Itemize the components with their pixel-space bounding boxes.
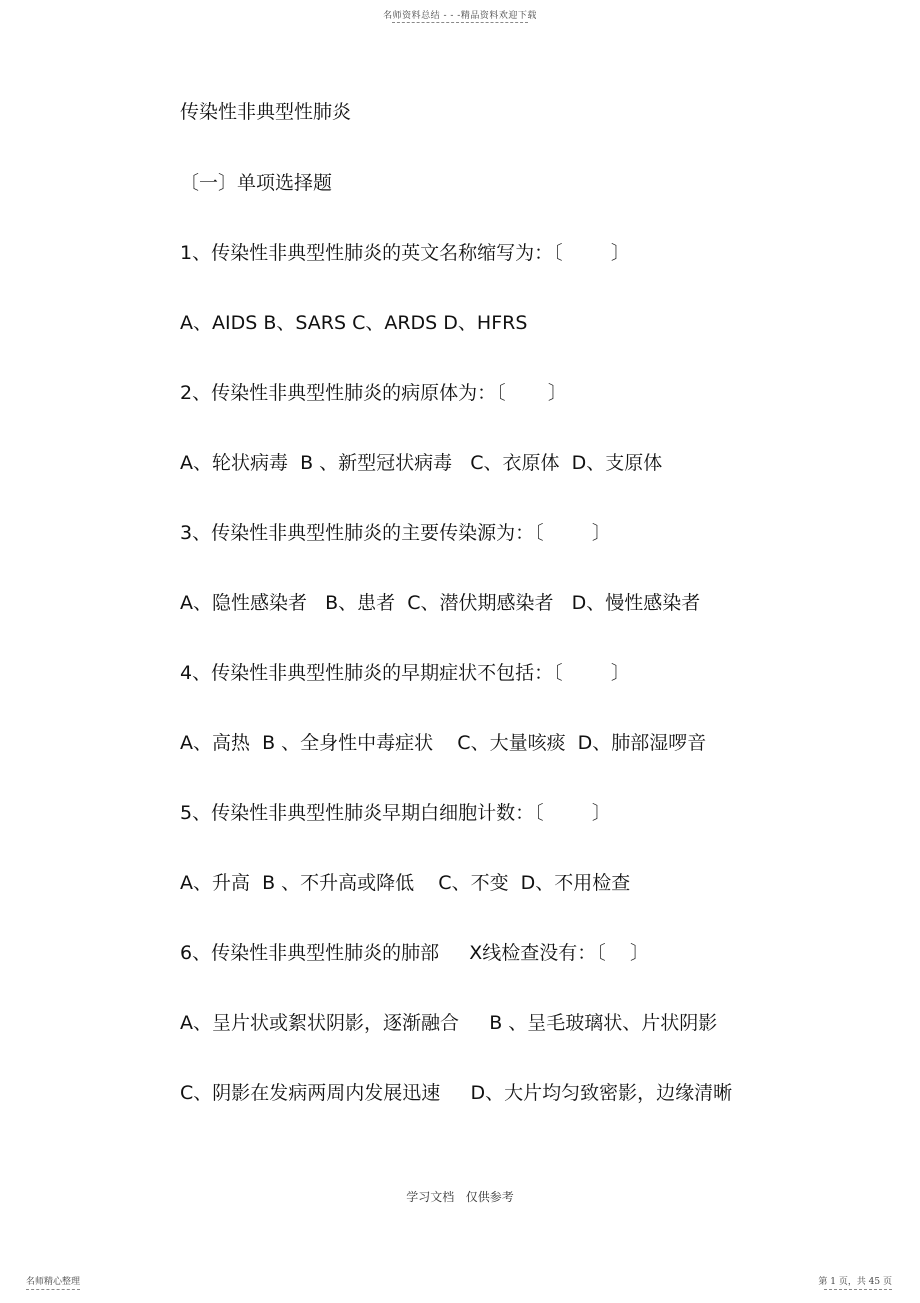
question-6-options-ab: A、呈片状或絮状阴影，逐渐融合 B 、呈毛玻璃状、片状阴影 [180, 1012, 718, 1034]
header-divider [392, 22, 528, 23]
question-6: 6、传染性非典型性肺炎的肺部 X线检查没有：〔 〕 [180, 942, 649, 964]
page-header-text: 名师资料总结 - - -精品资料欢迎下载 [383, 11, 537, 21]
question-4: 4、传染性非典型性肺炎的早期症状不包括：〔 〕 [180, 662, 630, 684]
question-6-options-cd: C、阴影在发病两周内发展迅速 D、大片均匀致密影，边缘清晰 [180, 1082, 733, 1104]
footer-left-divider [26, 1289, 80, 1290]
question-2-options: A、轮状病毒 B 、新型冠状病毒 C、衣原体 D、支原体 [180, 452, 663, 474]
question-1-options: A、AIDS B、SARS C、ARDS D、HFRS [180, 312, 528, 334]
footer-right-divider [824, 1289, 892, 1290]
question-4-options: A、高热 B 、全身性中毒症状 C、大量咳痰 D、肺部湿啰音 [180, 732, 707, 754]
question-2: 2、传染性非典型性肺炎的病原体为：〔 〕 [180, 382, 567, 404]
page-number: 第 1 页，共 45 页 [818, 1277, 892, 1287]
question-1: 1、传染性非典型性肺炎的英文名称缩写为：〔 〕 [180, 242, 630, 264]
footer-left-text: 名师精心整理 [26, 1277, 81, 1287]
question-3-options: A、隐性感染者 B、患者 C、潜伏期感染者 D、慢性感染者 [180, 592, 701, 614]
document-title: 传染性非典型性肺炎 [180, 101, 352, 123]
section-heading: 〔一〕单项选择题 [180, 172, 333, 194]
question-5-options: A、升高 B 、不升高或降低 C、不变 D、不用检查 [180, 872, 631, 894]
question-3: 3、传染性非典型性肺炎的主要传染源为：〔 〕 [180, 522, 611, 544]
question-5: 5、传染性非典型性肺炎早期白细胞计数：〔 〕 [180, 802, 611, 824]
footer-note: 学习文档 仅供参考 [406, 1190, 514, 1204]
